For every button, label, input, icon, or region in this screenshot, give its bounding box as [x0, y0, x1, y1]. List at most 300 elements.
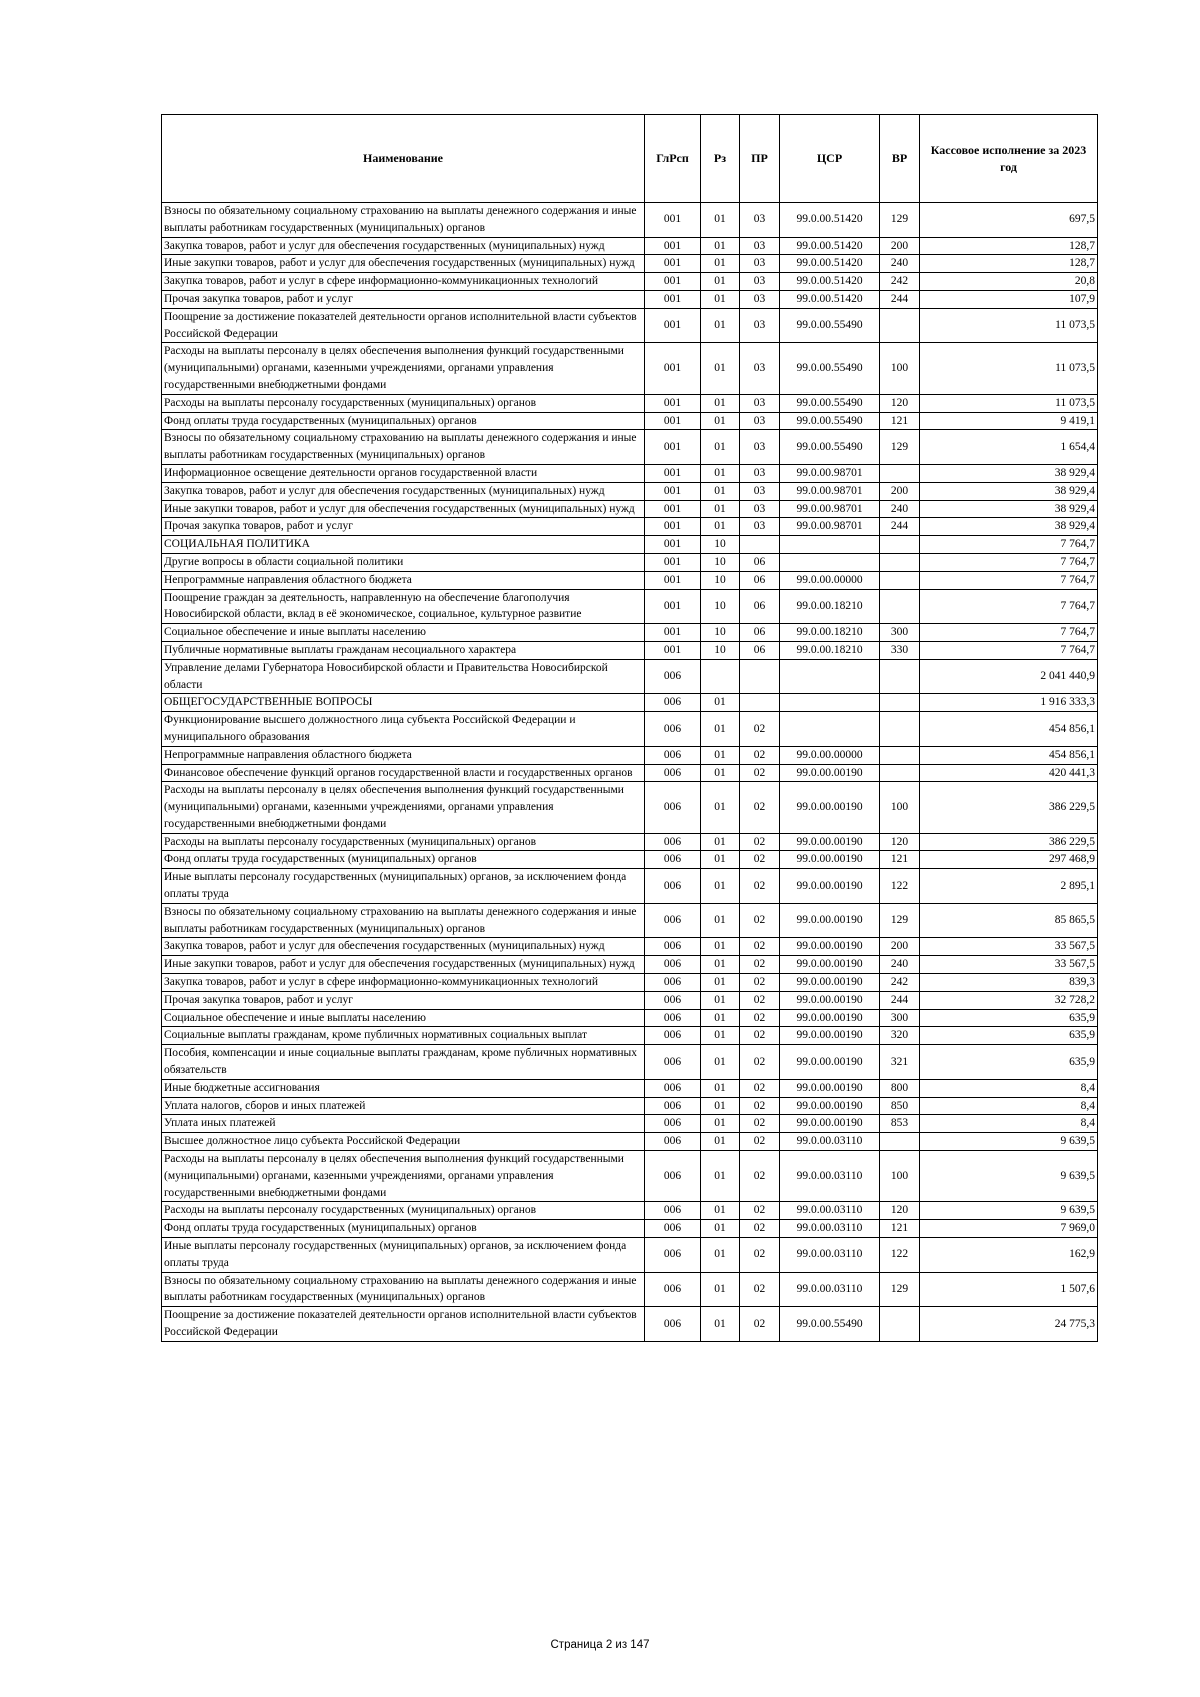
cell-execution: 7 969,0 [920, 1220, 1098, 1238]
cell-name: Фонд оплаты труда государственных (муниципальных) органов [162, 851, 645, 869]
cell-vr: 129 [880, 430, 920, 465]
cell-vr: 850 [880, 1097, 920, 1115]
table-row [162, 394, 1098, 412]
table-row [162, 869, 1098, 904]
cell-rz: 01 [701, 412, 740, 430]
cell-csr: 99.0.00.00190 [780, 974, 880, 992]
cell-pr: 06 [740, 589, 780, 624]
cell-rz: 01 [701, 1009, 740, 1027]
cell-rz: 01 [701, 833, 740, 851]
table-row [162, 991, 1098, 1009]
cell-rz: 01 [701, 903, 740, 938]
cell-csr: 99.0.00.00190 [780, 1097, 880, 1115]
cell-rz: 01 [701, 851, 740, 869]
cell-glrsp: 006 [645, 1045, 701, 1080]
table-row [162, 782, 1098, 833]
cell-glrsp: 001 [645, 536, 701, 554]
cell-csr: 99.0.00.00190 [780, 1079, 880, 1097]
cell-vr [880, 571, 920, 589]
table-row [162, 343, 1098, 394]
cell-name: Расходы на выплаты персоналу в целях обеспечения выполнения функций государственными (муниципальными) органами, казенными учреждениями, органами управления государственными внебюджетными фондами [162, 1151, 645, 1202]
cell-vr: 129 [880, 903, 920, 938]
cell-execution: 33 567,5 [920, 956, 1098, 974]
table-row [162, 430, 1098, 465]
cell-name: Иные бюджетные ассигнования [162, 1079, 645, 1097]
cell-execution: 162,9 [920, 1238, 1098, 1273]
cell-pr: 06 [740, 571, 780, 589]
cell-vr: 242 [880, 273, 920, 291]
cell-name: Закупка товаров, работ и услуг в сфере информационно-коммуникационных технологий [162, 273, 645, 291]
cell-rz: 01 [701, 1202, 740, 1220]
cell-name: Высшее должностное лицо субъекта Российской Федерации [162, 1133, 645, 1151]
cell-vr [880, 308, 920, 343]
cell-rz: 10 [701, 589, 740, 624]
cell-rz: 01 [701, 273, 740, 291]
cell-name: Поощрение за достижение показателей деятельности органов исполнительной власти субъектов Российской Федерации [162, 308, 645, 343]
cell-pr: 06 [740, 641, 780, 659]
cell-glrsp: 006 [645, 1079, 701, 1097]
cell-csr: 99.0.00.51420 [780, 237, 880, 255]
cell-pr: 03 [740, 308, 780, 343]
cell-glrsp: 006 [645, 833, 701, 851]
cell-execution: 24 775,3 [920, 1307, 1098, 1342]
cell-name: Социальное обеспечение и иные выплаты населению [162, 1009, 645, 1027]
cell-execution: 33 567,5 [920, 938, 1098, 956]
cell-name: Уплата налогов, сборов и иных платежей [162, 1097, 645, 1115]
cell-csr [780, 694, 880, 712]
cell-csr: 99.0.00.03110 [780, 1220, 880, 1238]
cell-rz: 01 [701, 518, 740, 536]
cell-execution: 11 073,5 [920, 343, 1098, 394]
table-row [162, 412, 1098, 430]
cell-vr: 100 [880, 343, 920, 394]
cell-rz: 01 [701, 956, 740, 974]
cell-name: Расходы на выплаты персоналу государственных (муниципальных) органов [162, 394, 645, 412]
cell-rz: 01 [701, 482, 740, 500]
cell-execution: 1 654,4 [920, 430, 1098, 465]
cell-glrsp: 006 [645, 851, 701, 869]
cell-glrsp: 006 [645, 1115, 701, 1133]
cell-csr: 99.0.00.00190 [780, 903, 880, 938]
cell-pr: 03 [740, 273, 780, 291]
cell-pr: 02 [740, 1272, 780, 1307]
cell-pr: 02 [740, 1133, 780, 1151]
cell-glrsp: 006 [645, 991, 701, 1009]
table-row [162, 956, 1098, 974]
cell-csr: 99.0.00.18210 [780, 589, 880, 624]
cell-execution: 386 229,5 [920, 833, 1098, 851]
cell-glrsp: 006 [645, 659, 701, 694]
cell-csr: 99.0.00.55490 [780, 343, 880, 394]
cell-execution: 38 929,4 [920, 482, 1098, 500]
cell-glrsp: 001 [645, 237, 701, 255]
cell-execution: 420 441,3 [920, 764, 1098, 782]
table-row [162, 1045, 1098, 1080]
cell-glrsp: 006 [645, 903, 701, 938]
header-glrsp: ГлРсп [645, 115, 701, 203]
cell-glrsp: 001 [645, 589, 701, 624]
cell-glrsp: 006 [645, 1307, 701, 1342]
cell-name: Закупка товаров, работ и услуг в сфере информационно-коммуникационных технологий [162, 974, 645, 992]
cell-name: Уплата иных платежей [162, 1115, 645, 1133]
cell-name: ОБЩЕГОСУДАРСТВЕННЫЕ ВОПРОСЫ [162, 694, 645, 712]
cell-vr: 122 [880, 1238, 920, 1273]
table-row [162, 571, 1098, 589]
cell-execution: 697,5 [920, 203, 1098, 238]
cell-pr: 02 [740, 1151, 780, 1202]
cell-csr: 99.0.00.03110 [780, 1272, 880, 1307]
cell-rz: 01 [701, 1307, 740, 1342]
table-row [162, 938, 1098, 956]
cell-execution: 38 929,4 [920, 464, 1098, 482]
table-row [162, 746, 1098, 764]
cell-csr: 99.0.00.55490 [780, 412, 880, 430]
cell-csr: 99.0.00.51420 [780, 203, 880, 238]
cell-csr: 99.0.00.00190 [780, 1115, 880, 1133]
cell-vr: 121 [880, 851, 920, 869]
cell-name: Социальное обеспечение и иные выплаты населению [162, 624, 645, 642]
cell-csr: 99.0.00.55490 [780, 430, 880, 465]
cell-execution: 2 041 440,9 [920, 659, 1098, 694]
cell-execution: 85 865,5 [920, 903, 1098, 938]
table-row [162, 536, 1098, 554]
cell-glrsp: 001 [645, 482, 701, 500]
cell-rz: 01 [701, 694, 740, 712]
cell-glrsp: 006 [645, 1272, 701, 1307]
table-row [162, 851, 1098, 869]
cell-name: Финансовое обеспечение функций органов государственной власти и государственных органов [162, 764, 645, 782]
cell-name: Информационное освещение деятельности органов государственной власти [162, 464, 645, 482]
cell-pr: 03 [740, 482, 780, 500]
table-row [162, 1202, 1098, 1220]
cell-rz: 01 [701, 1151, 740, 1202]
cell-execution: 20,8 [920, 273, 1098, 291]
cell-name: Расходы на выплаты персоналу государственных (муниципальных) органов [162, 1202, 645, 1220]
table-row [162, 1272, 1098, 1307]
cell-glrsp: 006 [645, 1151, 701, 1202]
cell-name: Функционирование высшего должностного лица субъекта Российской Федерации и муниципального образования [162, 712, 645, 747]
cell-rz: 01 [701, 1133, 740, 1151]
cell-execution: 11 073,5 [920, 394, 1098, 412]
cell-pr: 02 [740, 869, 780, 904]
cell-execution: 7 764,7 [920, 624, 1098, 642]
table-row [162, 518, 1098, 536]
cell-rz: 01 [701, 1115, 740, 1133]
cell-rz: 01 [701, 782, 740, 833]
cell-name: Поощрение за достижение показателей деятельности органов исполнительной власти субъектов Российской Федерации [162, 1307, 645, 1342]
cell-execution: 38 929,4 [920, 500, 1098, 518]
table-row [162, 464, 1098, 482]
cell-vr [880, 1133, 920, 1151]
cell-csr: 99.0.00.00190 [780, 1009, 880, 1027]
cell-vr: 853 [880, 1115, 920, 1133]
cell-name: Расходы на выплаты персоналу в целях обеспечения выполнения функций государственными (муниципальными) органами, казенными учреждениями, органами управления государственными внебюджетными фондами [162, 782, 645, 833]
cell-vr: 244 [880, 290, 920, 308]
cell-vr: 300 [880, 1009, 920, 1027]
cell-pr [740, 536, 780, 554]
page-number: Страница 2 из 147 [550, 1639, 650, 1651]
cell-vr: 120 [880, 833, 920, 851]
cell-rz: 10 [701, 624, 740, 642]
table-row [162, 203, 1098, 238]
cell-name: Другие вопросы в области социальной политики [162, 553, 645, 571]
header-csr: ЦСР [780, 115, 880, 203]
table-row [162, 1115, 1098, 1133]
cell-rz: 01 [701, 464, 740, 482]
cell-vr: 242 [880, 974, 920, 992]
table-row [162, 694, 1098, 712]
cell-pr: 02 [740, 833, 780, 851]
cell-rz [701, 659, 740, 694]
cell-glrsp: 006 [645, 764, 701, 782]
cell-pr: 02 [740, 1307, 780, 1342]
cell-rz: 01 [701, 343, 740, 394]
cell-pr: 02 [740, 764, 780, 782]
cell-glrsp: 006 [645, 956, 701, 974]
cell-csr: 99.0.00.98701 [780, 518, 880, 536]
cell-name: Публичные нормативные выплаты гражданам несоциального характера [162, 641, 645, 659]
cell-name: Управление делами Губернатора Новосибирской области и Правительства Новосибирской области [162, 659, 645, 694]
cell-glrsp: 001 [645, 500, 701, 518]
cell-glrsp: 006 [645, 1009, 701, 1027]
table-row [162, 712, 1098, 747]
cell-rz: 01 [701, 938, 740, 956]
cell-glrsp: 006 [645, 712, 701, 747]
cell-vr [880, 553, 920, 571]
cell-rz: 01 [701, 203, 740, 238]
header-pr: ПР [740, 115, 780, 203]
cell-vr: 321 [880, 1045, 920, 1080]
cell-csr: 99.0.00.18210 [780, 641, 880, 659]
cell-pr: 02 [740, 1079, 780, 1097]
table-row [162, 553, 1098, 571]
cell-glrsp: 006 [645, 1097, 701, 1115]
cell-pr: 02 [740, 782, 780, 833]
cell-pr: 06 [740, 624, 780, 642]
cell-glrsp: 001 [645, 290, 701, 308]
cell-glrsp: 001 [645, 430, 701, 465]
table-row [162, 974, 1098, 992]
cell-pr: 02 [740, 1027, 780, 1045]
cell-pr: 03 [740, 290, 780, 308]
cell-vr: 129 [880, 1272, 920, 1307]
cell-csr: 99.0.00.51420 [780, 255, 880, 273]
cell-csr: 99.0.00.03110 [780, 1151, 880, 1202]
cell-pr: 03 [740, 255, 780, 273]
cell-glrsp: 006 [645, 1220, 701, 1238]
cell-vr: 320 [880, 1027, 920, 1045]
table-header-row [162, 115, 1098, 203]
cell-execution: 7 764,7 [920, 536, 1098, 554]
cell-name: Прочая закупка товаров, работ и услуг [162, 991, 645, 1009]
cell-csr: 99.0.00.00190 [780, 833, 880, 851]
cell-rz: 01 [701, 1238, 740, 1273]
cell-vr: 100 [880, 782, 920, 833]
cell-vr: 240 [880, 956, 920, 974]
cell-name: Прочая закупка товаров, работ и услуг [162, 518, 645, 536]
cell-pr: 03 [740, 430, 780, 465]
cell-csr: 99.0.00.00190 [780, 1045, 880, 1080]
table-body [162, 203, 1098, 1342]
cell-glrsp: 001 [645, 203, 701, 238]
cell-csr: 99.0.00.00190 [780, 782, 880, 833]
cell-execution: 8,4 [920, 1079, 1098, 1097]
cell-csr: 99.0.00.55490 [780, 394, 880, 412]
header-execution: Кассовое исполнение за 2023 год [920, 115, 1098, 203]
cell-glrsp: 001 [645, 343, 701, 394]
table-row [162, 290, 1098, 308]
cell-execution: 7 764,7 [920, 553, 1098, 571]
cell-name: Иные выплаты персоналу государственных (муниципальных) органов, за исключением фонда оплаты труда [162, 869, 645, 904]
cell-pr: 03 [740, 394, 780, 412]
cell-csr [780, 659, 880, 694]
cell-execution: 9 639,5 [920, 1202, 1098, 1220]
cell-name: Социальные выплаты гражданам, кроме публичных нормативных социальных выплат [162, 1027, 645, 1045]
table-row [162, 308, 1098, 343]
cell-rz: 01 [701, 255, 740, 273]
cell-pr: 03 [740, 343, 780, 394]
cell-vr: 200 [880, 237, 920, 255]
cell-glrsp: 006 [645, 746, 701, 764]
cell-name: Пособия, компенсации и иные социальные выплаты гражданам, кроме публичных нормативных обязательств [162, 1045, 645, 1080]
cell-vr: 330 [880, 641, 920, 659]
cell-glrsp: 006 [645, 1027, 701, 1045]
cell-glrsp: 001 [645, 273, 701, 291]
cell-name: Иные выплаты персоналу государственных (муниципальных) органов, за исключением фонда оплаты труда [162, 1238, 645, 1273]
cell-execution: 7 764,7 [920, 641, 1098, 659]
cell-execution: 128,7 [920, 237, 1098, 255]
cell-name: Фонд оплаты труда государственных (муниципальных) органов [162, 412, 645, 430]
cell-name: Иные закупки товаров, работ и услуг для обеспечения государственных (муниципальных) нужд [162, 255, 645, 273]
table-row [162, 1009, 1098, 1027]
cell-execution: 839,3 [920, 974, 1098, 992]
cell-vr: 200 [880, 482, 920, 500]
cell-csr: 99.0.00.00190 [780, 1027, 880, 1045]
cell-pr: 02 [740, 974, 780, 992]
cell-vr: 121 [880, 412, 920, 430]
cell-name: Взносы по обязательному социальному страхованию на выплаты денежного содержания и иные выплаты работникам государственных (муниципальных) органов [162, 1272, 645, 1307]
cell-vr [880, 694, 920, 712]
cell-csr: 99.0.00.00190 [780, 991, 880, 1009]
cell-execution: 2 895,1 [920, 869, 1098, 904]
cell-csr: 99.0.00.03110 [780, 1133, 880, 1151]
cell-name: Иные закупки товаров, работ и услуг для обеспечения государственных (муниципальных) нужд [162, 500, 645, 518]
cell-vr: 240 [880, 255, 920, 273]
cell-vr: 800 [880, 1079, 920, 1097]
cell-rz: 10 [701, 536, 740, 554]
cell-vr [880, 659, 920, 694]
cell-pr: 06 [740, 553, 780, 571]
cell-vr: 122 [880, 869, 920, 904]
cell-rz: 01 [701, 430, 740, 465]
cell-glrsp: 001 [645, 394, 701, 412]
cell-pr: 02 [740, 712, 780, 747]
cell-pr [740, 694, 780, 712]
cell-pr: 02 [740, 1045, 780, 1080]
cell-glrsp: 006 [645, 938, 701, 956]
cell-vr: 244 [880, 991, 920, 1009]
cell-name: Фонд оплаты труда государственных (муниципальных) органов [162, 1220, 645, 1238]
cell-csr [780, 553, 880, 571]
cell-name: Взносы по обязательному социальному страхованию на выплаты денежного содержания и иные выплаты работникам государственных (муниципальных) органов [162, 430, 645, 465]
cell-csr: 99.0.00.00000 [780, 746, 880, 764]
table-row [162, 237, 1098, 255]
cell-rz: 01 [701, 1097, 740, 1115]
cell-glrsp: 001 [645, 464, 701, 482]
cell-name: Непрограммные направления областного бюджета [162, 571, 645, 589]
cell-execution: 1 916 333,3 [920, 694, 1098, 712]
cell-pr: 02 [740, 1009, 780, 1027]
table-row [162, 1079, 1098, 1097]
cell-pr: 02 [740, 938, 780, 956]
cell-vr: 240 [880, 500, 920, 518]
cell-execution: 11 073,5 [920, 308, 1098, 343]
cell-execution: 8,4 [920, 1115, 1098, 1133]
cell-csr: 99.0.00.98701 [780, 500, 880, 518]
cell-pr: 03 [740, 203, 780, 238]
cell-csr: 99.0.00.51420 [780, 273, 880, 291]
cell-execution: 9 639,5 [920, 1151, 1098, 1202]
table-row [162, 903, 1098, 938]
cell-execution: 9 419,1 [920, 412, 1098, 430]
table-row [162, 500, 1098, 518]
cell-vr: 100 [880, 1151, 920, 1202]
cell-rz: 01 [701, 746, 740, 764]
cell-pr: 03 [740, 237, 780, 255]
cell-vr: 120 [880, 394, 920, 412]
table-row [162, 1133, 1098, 1151]
table-row [162, 641, 1098, 659]
cell-rz: 01 [701, 308, 740, 343]
cell-name: Взносы по обязательному социальному страхованию на выплаты денежного содержания и иные выплаты работникам государственных (муниципальных) органов [162, 903, 645, 938]
cell-rz: 01 [701, 1079, 740, 1097]
cell-name: Непрограммные направления областного бюджета [162, 746, 645, 764]
table-row [162, 659, 1098, 694]
cell-name: Расходы на выплаты персоналу государственных (муниципальных) органов [162, 833, 645, 851]
cell-rz: 10 [701, 641, 740, 659]
cell-rz: 01 [701, 237, 740, 255]
cell-csr: 99.0.00.18210 [780, 624, 880, 642]
cell-vr [880, 1307, 920, 1342]
cell-pr: 02 [740, 903, 780, 938]
cell-execution: 386 229,5 [920, 782, 1098, 833]
cell-execution: 297 468,9 [920, 851, 1098, 869]
cell-rz: 10 [701, 553, 740, 571]
cell-name: Закупка товаров, работ и услуг для обеспечения государственных (муниципальных) нужд [162, 938, 645, 956]
table-row [162, 764, 1098, 782]
cell-vr [880, 764, 920, 782]
cell-execution: 454 856,1 [920, 712, 1098, 747]
cell-glrsp: 001 [645, 518, 701, 536]
cell-execution: 8,4 [920, 1097, 1098, 1115]
cell-execution: 107,9 [920, 290, 1098, 308]
cell-name: Закупка товаров, работ и услуг для обеспечения государственных (муниципальных) нужд [162, 482, 645, 500]
cell-csr: 99.0.00.00190 [780, 938, 880, 956]
cell-glrsp: 006 [645, 1202, 701, 1220]
header-name: Наименование [162, 115, 645, 203]
cell-execution: 1 507,6 [920, 1272, 1098, 1307]
cell-csr: 99.0.00.00190 [780, 956, 880, 974]
cell-csr: 99.0.00.55490 [780, 1307, 880, 1342]
cell-name: Расходы на выплаты персоналу в целях обеспечения выполнения функций государственными (муниципальными) органами, казенными учреждениями, органами управления государственными внебюджетными фондами [162, 343, 645, 394]
cell-execution: 7 764,7 [920, 571, 1098, 589]
cell-glrsp: 001 [645, 624, 701, 642]
table-row [162, 273, 1098, 291]
cell-rz: 01 [701, 290, 740, 308]
cell-pr: 02 [740, 956, 780, 974]
table-row [162, 1307, 1098, 1342]
table-row [162, 1238, 1098, 1273]
